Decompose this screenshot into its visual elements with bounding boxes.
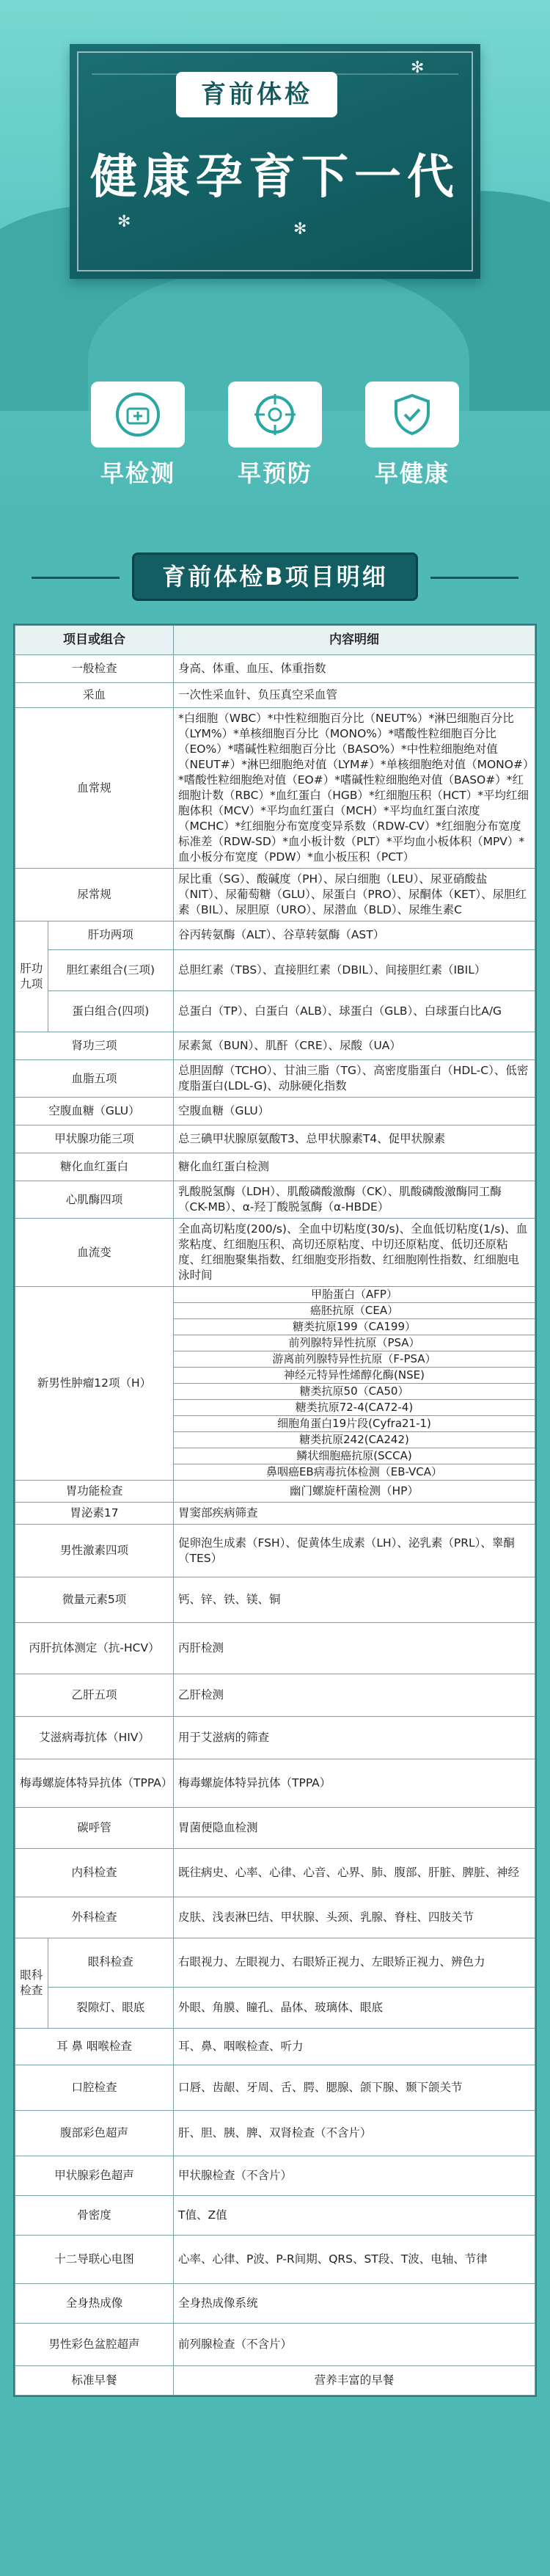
item-name: 艾滋病毒抗体（HIV） — [15, 1717, 174, 1759]
item-detail: 前列腺检查（不含片） — [174, 2324, 535, 2366]
table-row — [15, 1938, 535, 2029]
item-name: 微量元素5项 — [15, 1577, 174, 1623]
item-detail: 肝、胆、胰、脾、双肾检查（不含片） — [174, 2111, 535, 2156]
table-row — [15, 2284, 535, 2324]
table-row — [15, 1481, 535, 1503]
table-row — [15, 2029, 535, 2065]
tumor-marker: 糖类抗原72-4(CA72-4) — [174, 1400, 535, 1416]
item-detail: 全身热成像系统 — [174, 2284, 535, 2324]
item-name: 十二导联心电图 — [15, 2236, 174, 2284]
item-name: 新男性肿瘤12项（H） — [15, 1287, 174, 1481]
section-title-wrap — [0, 539, 550, 613]
item-detail: *白细胞（WBC）*中性粒细胞百分比（NEUT%）*淋巴细胞百分比（LYM%）*单核细胞百分比（MONO%）*嗜酸性粒细胞百分比（EO%）*嗜碱性粒细胞百分比（BASO%）*中性粒细胞绝对值（NEUT#）*淋巴细胞绝对值（LYM#）*单核细胞绝对值（MONO#）*嗜酸性粒细胞绝对值（EO#）*嗜碱性粒细胞绝对值（BASO#）*红细胞计数（RBC）*血红蛋白（HGB）*红细胞压积（HCT）*平均红细胞体积（MCV）*平均血红蛋白（MCH）*平均血红蛋白浓度（MCHC）*红细胞分布宽度变异系数（RDW-CV）*红细胞分布宽度标准差（RDW-SD）*血小板计数（PLT）*平均血小板体积（MPV）*血小板分布宽度（PDW）*血小板压积（PCT） — [174, 708, 535, 869]
item-name: 血常规 — [15, 708, 174, 869]
benefit-early-prevent — [225, 382, 325, 489]
table-row — [15, 2111, 535, 2156]
tumor-marker: 游离前列腺特异性抗原（F-PSA） — [174, 1351, 535, 1368]
item-detail: 乙肝检测 — [174, 1674, 535, 1717]
sparkle-icon: ✻ — [293, 220, 307, 238]
item-name: 标准早餐 — [15, 2366, 174, 2396]
item-detail: 总胆红素（TBS）、直接胆红素（DBIL）、间接胆红素（IBIL） — [174, 949, 535, 990]
section-title-text: 育前体检B项目明细 — [162, 563, 388, 591]
item-detail: 尿素氮（BUN）、肌酐（CRE）、尿酸（UA） — [174, 1032, 535, 1060]
eye-group-cell — [15, 1938, 174, 2029]
exam-table — [13, 624, 537, 2397]
item-name: 耳 鼻 咽喉检查 — [15, 2029, 174, 2065]
item-name: 丙肝抗体测定（抗-HCV） — [15, 1623, 174, 1674]
column-header: 项目或组合 — [15, 626, 174, 655]
table-row — [15, 1060, 535, 1098]
item-name: 肾功三项 — [15, 1032, 174, 1060]
item-name: 口腔检查 — [15, 2065, 174, 2111]
item-detail: 用于艾滋病的筛查 — [174, 1717, 535, 1759]
item-name: 血脂五项 — [15, 1060, 174, 1098]
table-row — [15, 1623, 535, 1674]
item-name: 胆红素组合(三项) — [48, 949, 173, 990]
item-detail: 尿比重（SG）、酸碱度（PH）、尿白细胞（LEU）、尿亚硝酸盐（NIT）、尿葡萄糖（GLU）、尿蛋白（PRO）、尿酮体（KET）、尿胆红素（BIL）、尿胆原（URO）、尿潜血（BLD）、尿维生素C — [174, 869, 535, 922]
item-detail: 梅毒螺旋体特异抗体（TPPA） — [174, 1759, 535, 1808]
item-name: 全身热成像 — [15, 2284, 174, 2324]
item-name: 梅毒螺旋体特异抗体（TPPA） — [15, 1759, 174, 1808]
benefit-early-detect — [88, 382, 188, 489]
table-row — [15, 2196, 535, 2236]
item-name: 采血 — [15, 683, 174, 708]
item-name: 男性激素四项 — [15, 1525, 174, 1577]
table-row — [15, 1181, 535, 1219]
item-name: 骨密度 — [15, 2196, 174, 2236]
item-detail: 口唇、齿龈、牙周、舌、腭、腮腺、颌下腺、颞下颌关节 — [174, 2065, 535, 2111]
item-detail: 心率、心律、P波、P-R间期、QRS、ST段、T波、电轴、节律 — [174, 2236, 535, 2284]
hero-tag: 育前体检 — [176, 72, 337, 117]
group-label: 眼科检查 — [15, 1938, 48, 2028]
eye-detail-cell — [174, 1938, 535, 2029]
item-detail: 空腹血糖（GLU） — [174, 1098, 535, 1125]
table-row — [15, 869, 535, 922]
item-name: 乙肝五项 — [15, 1674, 174, 1717]
item-detail: 总三碘甲状腺原氨酸T3、总甲状腺素T4、促甲状腺素 — [174, 1125, 535, 1153]
item-name: 一般检查 — [15, 655, 174, 683]
group-label: 肝功九项 — [15, 922, 48, 1032]
item-detail: 一次性采血针、负压真空采血管 — [174, 683, 535, 708]
section-title — [132, 552, 418, 601]
benefit-label: 早预防 — [237, 459, 312, 487]
table-row — [15, 1759, 535, 1808]
item-detail: 总蛋白（TP）、白蛋白（ALB）、球蛋白（GLB）、白球蛋白比A/G — [178, 1004, 502, 1018]
item-detail: 皮肤、浅表淋巴结、甲状腺、头颈、乳腺、脊柱、四肢关节 — [174, 1897, 535, 1938]
table-row — [15, 1674, 535, 1717]
table-row — [15, 1125, 535, 1153]
item-detail: 胃窦部疾病筛查 — [174, 1503, 535, 1525]
item-name: 甲状腺彩色超声 — [15, 2156, 174, 2196]
medical-kit-icon — [91, 382, 185, 448]
tumor-marker: 前列腺特异性抗原（PSA） — [174, 1335, 535, 1351]
item-detail: 胃菌便隐血检测 — [174, 1808, 535, 1849]
table-row — [15, 1897, 535, 1938]
liver-group-cell — [15, 922, 174, 1032]
tumor-marker: 神经元特异性烯醇化酶(NSE) — [174, 1368, 535, 1384]
tumor-marker: 糖类抗原242(CA242) — [174, 1432, 535, 1448]
item-detail: 丙肝检测 — [174, 1623, 535, 1674]
tumor-marker: 癌胚抗原（CEA） — [174, 1303, 535, 1319]
tumor-marker: 糖类抗原50（CA50） — [174, 1384, 535, 1400]
item-name: 裂隙灯、眼底 — [76, 2000, 145, 2014]
item-detail: 营养丰富的早餐 — [174, 2366, 535, 2396]
table-row — [15, 1849, 535, 1897]
tumor-marker: 甲胎蛋白（AFP） — [174, 1287, 535, 1303]
table-row — [15, 1219, 535, 1287]
shield-check-icon — [365, 382, 459, 448]
benefit-early-health — [362, 382, 462, 489]
item-detail: 既往病史、心率、心律、心音、心界、肺、腹部、肝脏、脾脏、神经 — [174, 1849, 535, 1897]
column-header: 内容明细 — [174, 626, 535, 655]
table-row — [15, 1032, 535, 1060]
table-row — [15, 2236, 535, 2284]
item-name: 男性彩色盆腔超声 — [15, 2324, 174, 2366]
table-row — [15, 655, 535, 683]
item-detail: 右眼视力、左眼视力、右眼矫正视力、左眼矫正视力、辨色力 — [174, 1938, 535, 1987]
item-name: 空腹血糖（GLU） — [15, 1098, 174, 1125]
item-name: 甲状腺功能三项 — [15, 1125, 174, 1153]
benefit-row — [0, 382, 550, 499]
benefit-label: 早检测 — [100, 459, 175, 487]
table-row — [15, 1287, 535, 1481]
table-row — [15, 2156, 535, 2196]
item-name: 蛋白组合(四项) — [72, 1004, 150, 1018]
hero-banner — [0, 0, 550, 411]
item-detail: 耳、鼻、咽喉检查、听力 — [174, 2029, 535, 2065]
item-detail: 全血高切粘度(200/s)、全血中切粘度(30/s)、全血低切粘度(1/s)、血浆粘度、红细胞压积、高切还原粘度、中切还原粘度、低切还原粘度、红细胞聚集指数、红细胞变形指数、红细胞刚性指数、红细胞电泳时间 — [174, 1219, 535, 1287]
tumor-marker: 鳞状细胞癌抗原(SCCA) — [174, 1448, 535, 1464]
item-detail: T值、Z值 — [174, 2196, 535, 2236]
liver-detail-cell — [174, 922, 535, 1032]
item-name: 胃泌素17 — [15, 1503, 174, 1525]
item-name: 尿常规 — [15, 869, 174, 922]
tumor-marker: 鼻咽癌EB病毒抗体检测（EB-VCA） — [265, 1465, 443, 1478]
item-detail: 幽门螺旋杆菌检测（HP） — [174, 1481, 535, 1503]
sparkle-icon: ✻ — [117, 213, 131, 231]
item-detail: 促卵泡生成素（FSH）、促黄体生成素（LH）、泌乳素（PRL）、睾酮（TES） — [174, 1525, 535, 1577]
table-row — [15, 708, 535, 869]
hero-headline: 健康孕育下一代 — [90, 150, 460, 205]
item-detail: 外眼、角膜、瞳孔、晶体、玻璃体、眼底 — [178, 2000, 384, 2014]
item-name: 血流变 — [15, 1219, 174, 1287]
table-header-row — [15, 626, 535, 655]
table-row — [15, 683, 535, 708]
item-name: 糖化血红蛋白 — [15, 1153, 174, 1181]
table-row — [15, 1577, 535, 1623]
item-name: 外科检查 — [15, 1897, 174, 1938]
target-icon — [228, 382, 322, 448]
item-detail: 乳酸脱氢酶（LDH）、肌酸磷酸激酶（CK）、肌酸磷酸激酶同工酶（CK-MB）、α-羟丁酸脱氢酶（α-HBDE） — [174, 1181, 535, 1219]
table-row — [15, 1098, 535, 1125]
item-name: 腹部彩色超声 — [15, 2111, 174, 2156]
item-detail: 甲状腺检查（不含片） — [174, 2156, 535, 2196]
sparkle-icon: ✻ — [411, 59, 425, 77]
table-row — [15, 922, 535, 1032]
table-row — [15, 1503, 535, 1525]
table-row — [15, 1808, 535, 1849]
table-row — [15, 2366, 535, 2396]
tumor-list-cell — [174, 1287, 535, 1481]
table-row — [15, 2324, 535, 2366]
item-name: 心肌酶四项 — [15, 1181, 174, 1219]
item-name: 眼科检查 — [48, 1938, 173, 1987]
item-name: 胃功能检查 — [15, 1481, 174, 1503]
item-name: 肝功两项 — [48, 922, 173, 949]
table-row — [15, 1153, 535, 1181]
item-detail: 钙、锌、铁、镁、铜 — [174, 1577, 535, 1623]
table-row — [15, 1717, 535, 1759]
tumor-marker: 细胞角蛋白19片段(Cyfra21-1) — [174, 1416, 535, 1432]
item-name: 碳呼管 — [15, 1808, 174, 1849]
tumor-marker: 糖类抗原199（CA199） — [174, 1319, 535, 1335]
item-name: 内科检查 — [15, 1849, 174, 1897]
item-detail: 身高、体重、血压、体重指数 — [174, 655, 535, 683]
benefit-label: 早健康 — [374, 459, 450, 487]
table-row — [15, 2065, 535, 2111]
item-detail: 糖化血红蛋白检测 — [174, 1153, 535, 1181]
item-detail: 谷丙转氨酶（ALT）、谷草转氨酶（AST） — [174, 922, 535, 949]
table-row — [15, 1525, 535, 1577]
item-detail: 总胆固醇（TCHO）、甘油三脂（TG）、高密度脂蛋白（HDL-C）、低密度脂蛋白(LDL-G)、动脉硬化指数 — [174, 1060, 535, 1098]
